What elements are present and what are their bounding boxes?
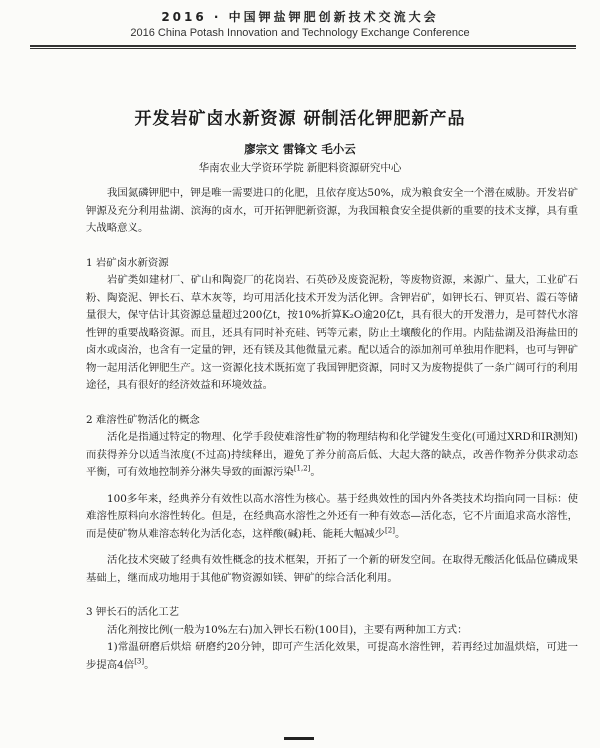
page-number-cutoff: [284, 737, 314, 740]
citation-3: [3]: [134, 657, 145, 666]
article-body: [86, 185, 578, 674]
section-3-paragraph-1: 活化剂按比例(一般为10%左右)加入钾长石粉(100目)，主要有两种加工方式：: [107, 623, 468, 636]
article-authors: 廖宗文 雷锋文 毛小云: [244, 142, 356, 156]
section-2-paragraph-3: 活化技术突破了经典有效性概念的技术框架，开拓了一个新的研发空间。在取得无酸活化低品位磷成果基础上，继而成功地用于其他矿物资源如镁、钾矿的综合活化利用。: [86, 554, 578, 584]
header-rule-thin: [30, 48, 576, 49]
citation-2: [2]: [385, 526, 395, 535]
section-2-heading: 2 难溶性矿物活化的概念: [86, 413, 200, 426]
citation-1-2: [1,2]: [293, 464, 311, 473]
section-2-paragraph-1-text: 活化是指通过特定的物理、化学手段使难溶性矿物的物理结构和化学键发生变化(可通过XRD和IR测知)而获得养分以适当浓度(不过高)持续释出，避免了养分前高后低、大起大落的缺点，改善作物养分供求动态平衡，可有效地控制养分淋失导致的面源污染: [86, 431, 578, 478]
article-title: 开发岩矿卤水新资源 研制活化钾肥新产品: [134, 109, 466, 129]
section-1-paragraph-1: 岩矿类如建材厂、矿山和陶瓷厂的花岗岩、石英砂及废瓷泥粉，等废物资源，来源广、量大，工业矿石粉、陶瓷泥、钾长石、草木灰等，均可用活化技术开发为活化钾。含钾岩矿，如钾长石、钾页岩、霞石等储量很大，保守估计其资源总量超过200亿t，按10%折算K₂O逾20亿t，具有很大的开发潜力，是可替代水溶性钾的重要战略资源。而且，还具有同时补充硅、钙等元素，防止土壤酸化的作用。内陆盐湖及沿海盐田的卤水或卤治，也含有一定量的钾，还有镁及其他微量元素。配以适合的添加剂可单独用作肥料，也可与钾矿物一起用活化钾肥生产。这一资源化技术既拓宽了我国钾肥资源，同时又为废物提供了一条广阔可行的利用途径，具有很好的经济效益和环境效益。: [86, 274, 578, 391]
header-rule-thick: [30, 45, 576, 47]
conference-title-en: 2016 China Potash Innovation and Technology Exchange Conference: [130, 27, 470, 39]
section-3-heading: 3 钾长石的活化工艺: [86, 606, 180, 618]
conference-title-cn: 2016 · 中国钾盐钾肥创新技术交流大会: [161, 10, 439, 24]
section-2-paragraph-1: 活化是指通过特定的物理、化学手段使难溶性矿物的物理结构和化学键发生变化(可通过XRD和IR测知)而获得养分以适当浓度(不过高)持续释出，避免了养分前高后低、大起大落的缺点，改善作物养分供求动态平衡，可有效地控制养分淋失导致的面源污染[1,2]。: [86, 431, 578, 478]
section-1-heading: 1 岩矿卤水新资源: [86, 256, 169, 269]
section-2-paragraph-2-text: 100多年来，经典养分有效性以高水溶性为核心。基于经典效性的国内外各类技术均指向同一目标：使难溶性原料向水溶性转化。但是，在经典高水溶性之外还有一种有效态—活化态，它不片面追求高水溶性，而是使矿物从难溶态转化为活化态，这样酸(碱)耗、能耗大幅减少: [86, 492, 578, 540]
running-header: [0, 8, 600, 39]
article-affiliation: 华南农业大学资环学院 新肥料资源研究中心: [198, 162, 402, 174]
intro-paragraph: 我国氮磷钾肥中，钾是唯一需要进口的化肥，且依存度达50%，成为粮食安全一个潜在威胁。开发岩矿钾源及充分利用盐湖、滨海的卤水，可开拓钾肥新资源，为我国粮食安全提供新的重要的技术支撑，具有重大战略意义。: [86, 187, 578, 234]
section-2-paragraph-2: 100多年来，经典养分有效性以高水溶性为核心。基于经典效性的国内外各类技术均指向同一目标：使难溶性原料向水溶性转化。但是，在经典高水溶性之外还有一种有效态—活化态，它不片面追求高水溶性，而是使矿物从难溶态转化为活化态，这样酸(碱)耗、能耗大幅减少[2]。: [86, 492, 578, 540]
section-3-paragraph-2: 1)常温研磨后烘焙 研磨约20分钟，即可产生活化效果，可提高水溶性钾，若再经过加温烘焙，可进一步提高4倍[3]。: [86, 641, 578, 671]
section-3-paragraph-2-text: 1)常温研磨后烘焙 研磨约20分钟，即可产生活化效果，可提高水溶性钾，若再经过加温烘焙，可进一步提高4倍: [86, 641, 578, 671]
